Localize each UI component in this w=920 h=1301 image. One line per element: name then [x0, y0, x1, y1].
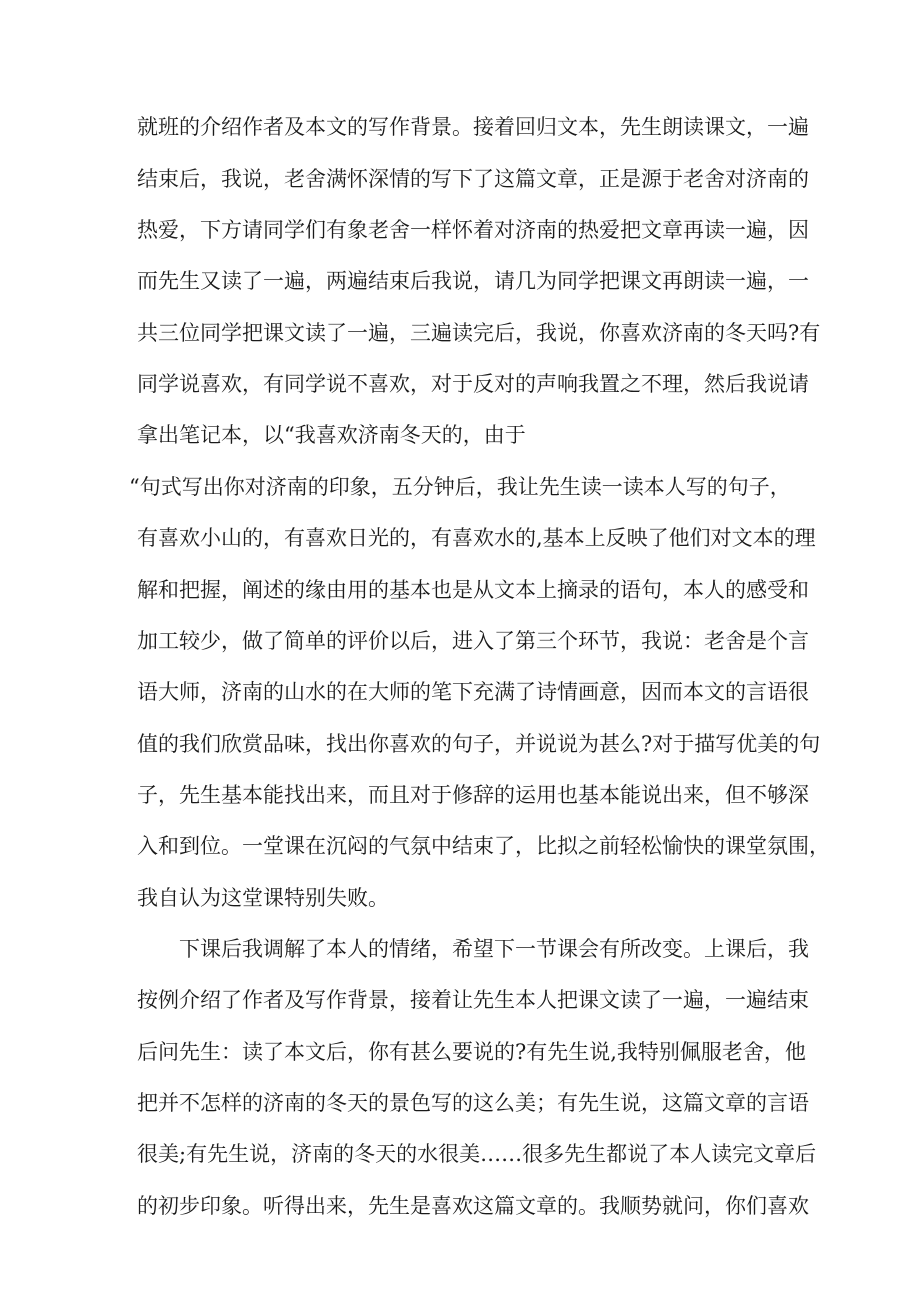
- paragraph-line: 下课后我调解了本人的情绪，希望下一节课会有所改变。上课后，我: [179, 937, 809, 961]
- paragraph-line: 很美;有先生说，济南的冬天的水很美……很多先生都说了本人读完文章后: [137, 1142, 817, 1166]
- paragraph-line: 的初步印象。听得出来，先生是喜欢这篇文章的。我顺势就问，你们喜欢: [137, 1194, 809, 1218]
- paragraph-line: “句式写出你对济南的印象，五分钟后，我让先生读一读本人写的句子，: [129, 475, 791, 499]
- paragraph-line: 同学说喜欢，有同学说不喜欢，对于反对的声响我置之不理，然后我说请: [137, 372, 809, 396]
- paragraph-line: 把并不怎样的济南的冬天的景色写的这么美；有先生说，这篇文章的言语: [137, 1091, 809, 1115]
- paragraph-line: 有喜欢小山的，有喜欢日光的，有喜欢水的,基本上反映了他们对文本的理: [137, 526, 816, 550]
- paragraph-line: 结束后，我说，老舍满怀深情的写下了这篇文章，正是源于老舍对济南的: [137, 167, 809, 191]
- paragraph-line: 加工较少，做了简单的评价以后，进入了第三个环节，我说：老舍是个言: [137, 629, 809, 653]
- paragraph-line: 按例介绍了作者及写作背景，接着让先生本人把课文读了一遍，一遍结束: [137, 988, 809, 1012]
- paragraph-line: 后问先生：读了本文后，你有甚么要说的?有先生说,我特别佩服老舍，他: [137, 1040, 806, 1064]
- paragraph-line: 就班的介绍作者及本文的写作背景。接着回归文本，先生朗读课文，一遍: [137, 115, 809, 139]
- paragraph-line: 值的我们欣赏品味，找出你喜欢的句子，并说说为甚么?对于描写优美的句: [137, 732, 821, 756]
- paragraph-line: 共三位同学把课文读了一遍，三遍读完后，我说，你喜欢济南的冬天吗?有: [137, 321, 821, 345]
- paragraph-line: 热爱，下方请同学们有象老舍一样怀着对济南的热爱把文章再读一遍，因: [137, 218, 809, 242]
- paragraph-line: 我自认为这堂课特别失败。: [137, 886, 389, 910]
- paragraph-line: 子，先生基本能找出来，而且对于修辞的运用也基本能说出来，但不够深: [137, 783, 809, 807]
- paragraph-line: 语大师，济南的山水的在大师的笔下充满了诗情画意，因而本文的言语很: [137, 680, 809, 704]
- paragraph-line: 拿出笔记本，以“我喜欢济南冬天的，由于: [137, 423, 526, 447]
- paragraph-line: 解和把握，阐述的缘由用的基本也是从文本上摘录的语句，本人的感受和: [137, 578, 809, 602]
- paragraph-line: 而先生又读了一遍，两遍结束后我说，请几为同学把课文再朗读一遍，一: [137, 269, 809, 293]
- paragraph-line: 入和到位。一堂课在沉闷的气氛中结束了，比拟之前轻松愉快的课堂氛围，: [137, 834, 830, 858]
